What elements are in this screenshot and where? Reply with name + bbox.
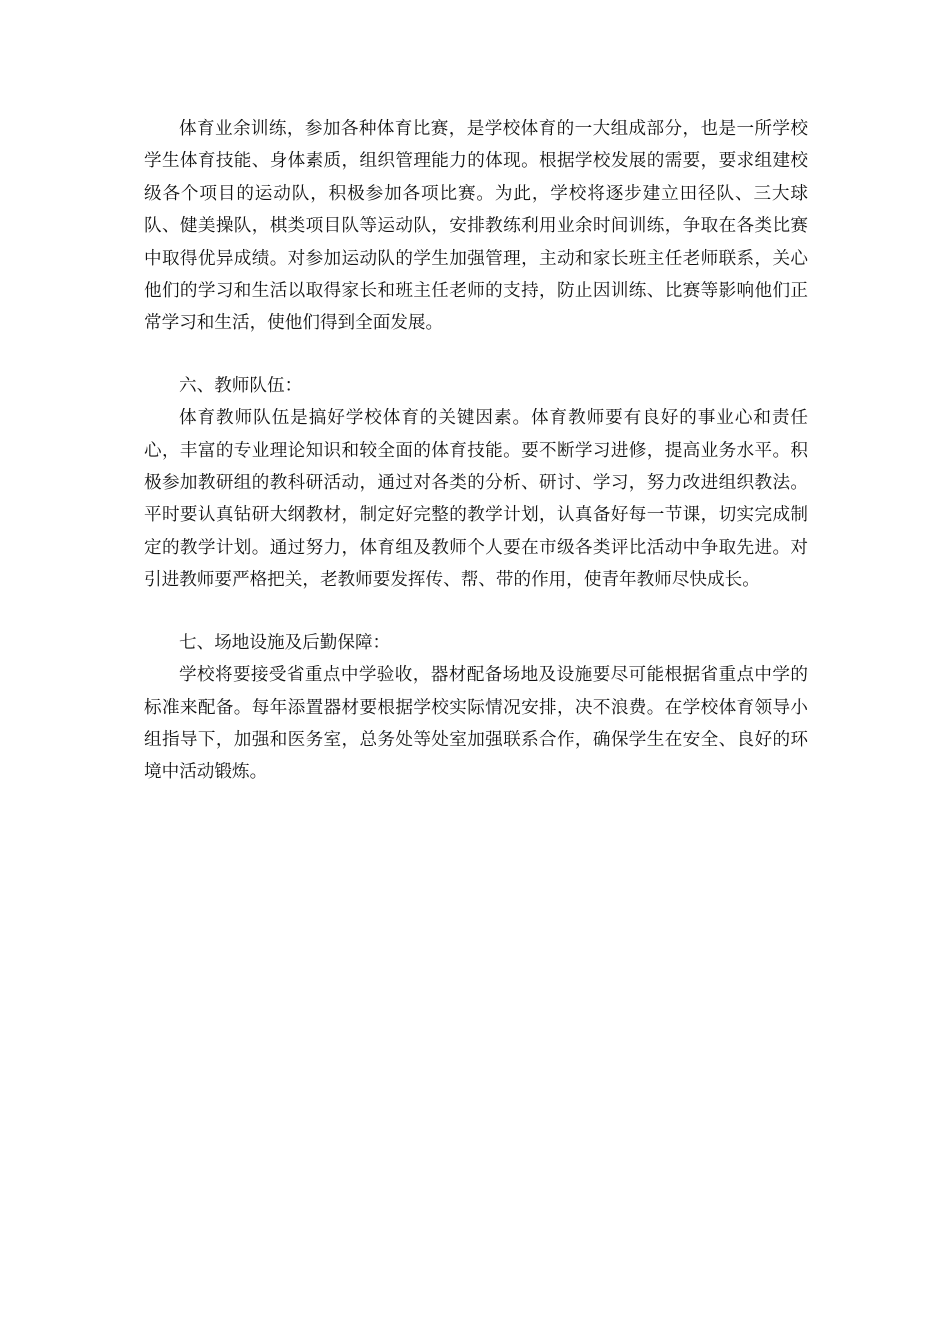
teachers-paragraph: 体育教师队伍是搞好学校体育的关键因素。体育教师要有良好的事业心和责任心，丰富的专业理论知识和较全面的体育技能。要不断学习进修，提高业务水平。积极参加教研组的教科研活动，通过对各类的分析、研讨、学习，努力改进组织教法。平时要认真钻研大纲教材，制定好完整的教学计划，认真备好每一节课，切实完成制定的教学计划。通过努力，体育组及教师个人要在市级各类评比活动中争取先进。对引进教师要严格把关，老教师要发挥传、帮、带的作用，使青年教师尽快成长。 <box>144 408 808 591</box>
facilities-paragraph: 学校将要接受省重点中学验收，器材配备场地及设施要尽可能根据省重点中学的标准来配备。每年添置器材要根据学校实际情况安排，决不浪费。在学校体育领导小组指导下，加强和医务室，总务处等处室加强联系合作，确保学生在安全、良好的环境中活动锻炼。 <box>144 665 808 783</box>
teachers-heading: 六、教师队伍： <box>179 375 303 396</box>
training-paragraph: 体育业余训练，参加各种体育比赛，是学校体育的一大组成部分，也是一所学校学生体育技能、身体素质，组织管理能力的体现。根据学校发展的需要，要求组建校级各个项目的运动队，积极参加各项比赛。为此，学校将逐步建立田径队、三大球队、健美操队，棋类项目队等运动队，安排教练利用业余时间训练，争取在各类比赛中取得优异成绩。对参加运动队的学生加强管理，主动和家长班主任老师联系，关心他们的学习和生活以取得家长和班主任老师的支持，防止因训练、比赛等影响他们正常学习和生活，使他们得到全面发展。 <box>144 119 808 334</box>
facilities-heading: 七、场地设施及后勤保障： <box>179 632 391 653</box>
section-spacer <box>144 340 808 370</box>
section-spacer <box>144 597 808 627</box>
document-page <box>144 113 808 789</box>
